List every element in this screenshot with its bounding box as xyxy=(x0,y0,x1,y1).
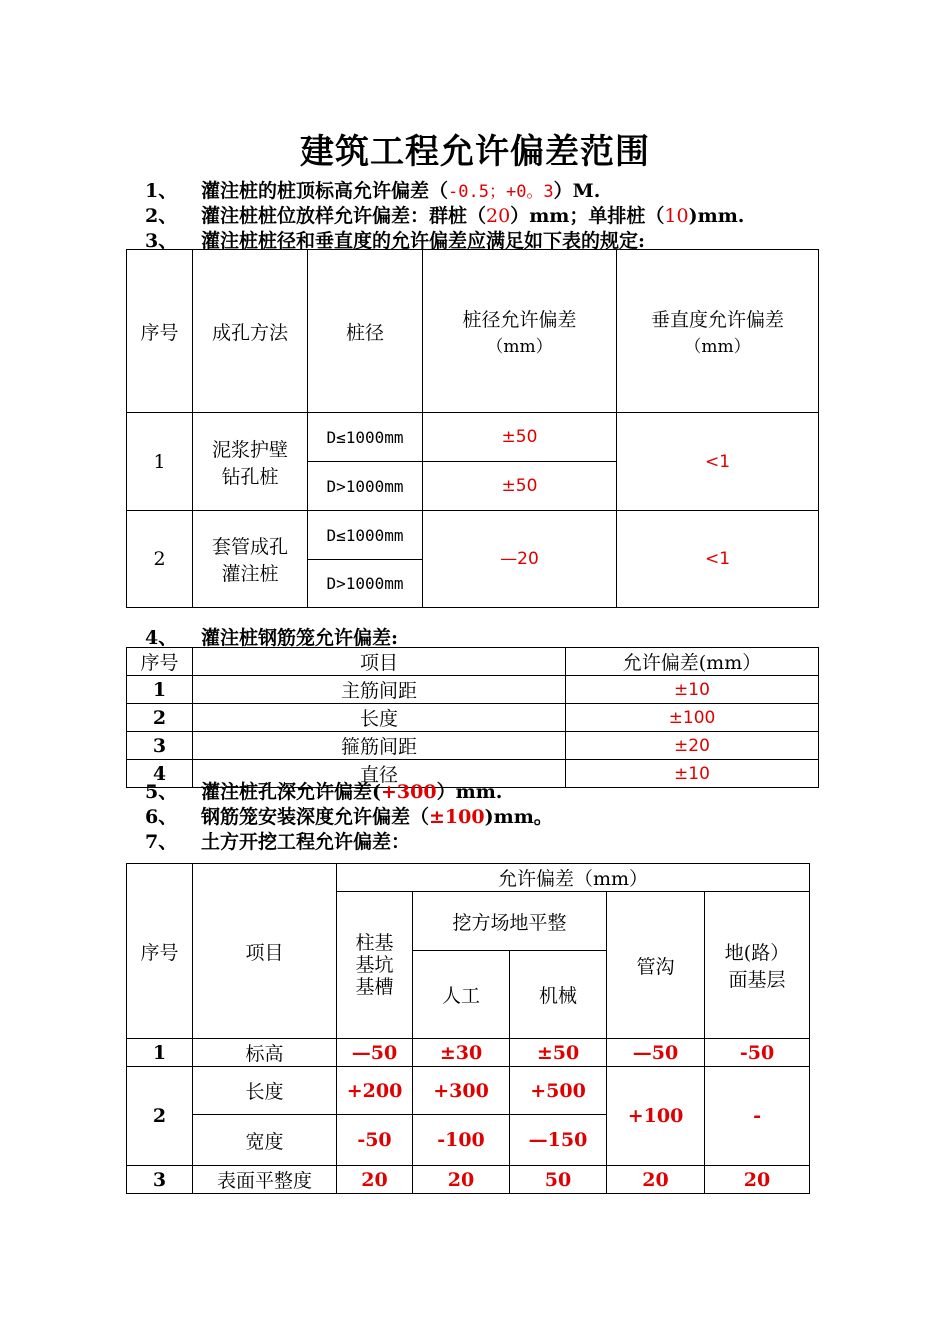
row-number: 1 xyxy=(127,676,193,704)
item-text: 钢筋笼安装深度允许偏差（ xyxy=(201,806,430,828)
header-unit: （mm） xyxy=(486,337,553,357)
header-line: 基槽 xyxy=(355,976,394,998)
row-number: 1 xyxy=(127,413,193,511)
value-cell: 20 xyxy=(705,1166,810,1194)
row-number: 2 xyxy=(127,704,193,732)
item-value: ±100 xyxy=(429,806,485,828)
value-cell: +200 xyxy=(337,1067,413,1115)
row-number: 2 xyxy=(127,1067,193,1166)
header-cell: 管沟 xyxy=(607,892,705,1039)
header-cell xyxy=(705,892,810,1039)
table-row xyxy=(127,732,819,760)
pile-diameter-table xyxy=(126,249,819,608)
header-cell: 机械 xyxy=(510,951,607,1039)
header-cell xyxy=(337,892,413,1039)
header-line: 地(路） xyxy=(724,942,790,964)
header-label: 桩径允许偏差 xyxy=(462,309,577,331)
method-line: 钻孔桩 xyxy=(221,465,279,488)
table-header-row xyxy=(127,250,819,413)
table-row xyxy=(127,704,819,732)
verticality-cell: <1 xyxy=(617,511,819,608)
header-cell: 允许偏差（mm） xyxy=(337,864,810,892)
value-cell: 20 xyxy=(607,1166,705,1194)
item-value: 20 xyxy=(486,205,511,227)
item-value: +300 xyxy=(381,781,437,803)
rebar-cage-table xyxy=(126,647,819,788)
diameter-cell: D≤1000mm xyxy=(308,511,423,560)
tolerance-cell: ±20 xyxy=(566,732,819,760)
tolerance-cell: ±50 xyxy=(423,413,617,462)
diameter-cell: D>1000mm xyxy=(308,560,423,608)
tolerance-cell: ±100 xyxy=(566,704,819,732)
item-number: 6、 xyxy=(145,806,178,828)
header-unit: （mm） xyxy=(684,337,751,357)
item-text: 灌注桩桩位放样允许偏差：群桩（ xyxy=(201,205,487,227)
table-header-row xyxy=(127,864,810,892)
method-line: 灌注桩 xyxy=(221,563,279,585)
value-cell: - xyxy=(705,1067,810,1166)
value-cell: —150 xyxy=(510,1115,607,1166)
item-number: 7、 xyxy=(145,831,178,853)
tolerance-cell: ±10 xyxy=(566,676,819,704)
header-cell: 序号 xyxy=(127,648,193,676)
item-text: ）mm. xyxy=(436,781,503,803)
value-cell: +500 xyxy=(510,1067,607,1115)
method-cell xyxy=(193,413,308,511)
header-label: 垂直度允许偏差 xyxy=(650,309,784,331)
tolerance-cell: —20 xyxy=(423,511,617,608)
row-number: 3 xyxy=(127,1166,193,1194)
header-cell xyxy=(617,250,819,413)
tolerance-cell: ±50 xyxy=(423,462,617,511)
verticality-cell: <1 xyxy=(617,413,819,511)
value-cell: +100 xyxy=(607,1067,705,1166)
value-cell: 50 xyxy=(510,1166,607,1194)
header-cell: 项目 xyxy=(193,864,337,1039)
item-text: )mm. xyxy=(688,205,745,227)
header-line: 基坑 xyxy=(355,954,394,976)
item-value: -0.5；+0。3 xyxy=(448,182,554,202)
item-cell: 箍筋间距 xyxy=(193,732,566,760)
item-cell: 主筋间距 xyxy=(193,676,566,704)
table-row xyxy=(127,676,819,704)
header-cell: 序号 xyxy=(127,250,193,413)
header-line: 柱基 xyxy=(355,932,394,954)
value-cell: -100 xyxy=(413,1115,510,1166)
value-cell: -50 xyxy=(705,1039,810,1067)
item-cell: 直径 xyxy=(193,760,566,788)
item-1 xyxy=(145,176,600,203)
value-cell: ±30 xyxy=(413,1039,510,1067)
row-number: 1 xyxy=(127,1039,193,1067)
method-line: 套管成孔 xyxy=(211,536,288,558)
value-cell: +300 xyxy=(413,1067,510,1115)
item-cell: 长度 xyxy=(193,704,566,732)
item-text: ）M. xyxy=(553,180,601,202)
header-cell: 项目 xyxy=(193,648,566,676)
item-number: 2、 xyxy=(145,205,178,227)
page-title: 建筑工程允许偏差范围 xyxy=(300,132,650,172)
tolerance-cell: ±10 xyxy=(566,760,819,788)
value-cell: —50 xyxy=(337,1039,413,1067)
item-2 xyxy=(145,201,744,228)
item-number: 1、 xyxy=(145,180,178,202)
item-4 xyxy=(145,623,398,650)
item-number: 5、 xyxy=(145,781,178,803)
header-cell: 成孔方法 xyxy=(193,250,308,413)
table-header-row xyxy=(127,648,819,676)
item-number: 4、 xyxy=(145,627,178,649)
item-text: 灌注桩钢筋笼允许偏差: xyxy=(201,627,399,649)
item-cell: 表面平整度 xyxy=(193,1166,337,1194)
item-text: 土方开挖工程允许偏差： xyxy=(201,831,411,853)
item-text: )mm。 xyxy=(484,806,553,828)
table-row xyxy=(127,1067,810,1115)
item-cell: 长度 xyxy=(193,1067,337,1115)
item-number: 3、 xyxy=(145,230,178,252)
method-cell xyxy=(193,511,308,608)
item-7 xyxy=(145,827,410,854)
value-cell: —50 xyxy=(607,1039,705,1067)
value-cell: 20 xyxy=(413,1166,510,1194)
value-cell: 20 xyxy=(337,1166,413,1194)
item-text: 灌注桩孔深允许偏差( xyxy=(201,781,381,803)
table-row xyxy=(127,1039,810,1067)
header-line: 面基层 xyxy=(728,969,786,991)
header-cell: 桩径 xyxy=(308,250,423,413)
diameter-cell: D≤1000mm xyxy=(308,413,423,462)
row-number: 3 xyxy=(127,732,193,760)
item-cell: 宽度 xyxy=(193,1115,337,1166)
item-cell: 标高 xyxy=(193,1039,337,1067)
value-cell: -50 xyxy=(337,1115,413,1166)
row-number: 4 xyxy=(127,760,193,788)
table-row xyxy=(127,511,819,560)
item-5 xyxy=(145,777,502,804)
header-cell: 挖方场地平整 xyxy=(413,892,607,951)
diameter-cell: D>1000mm xyxy=(308,462,423,511)
table-row xyxy=(127,413,819,462)
item-value: 10 xyxy=(664,205,689,227)
item-text: 灌注桩的桩顶标高允许偏差（ xyxy=(201,180,449,202)
item-text: 灌注桩桩径和垂直度的允许偏差应满足如下表的规定: xyxy=(201,230,646,252)
table-row xyxy=(127,1166,810,1194)
value-cell: ±50 xyxy=(510,1039,607,1067)
item-text: ）mm；单排桩（ xyxy=(510,205,665,227)
row-number: 2 xyxy=(127,511,193,608)
header-cell: 序号 xyxy=(127,864,193,1039)
header-cell: 人工 xyxy=(413,951,510,1039)
item-6 xyxy=(145,802,553,829)
method-line: 泥浆护壁 xyxy=(211,438,288,461)
earthwork-table xyxy=(126,863,810,1194)
header-cell: 允许偏差(mm） xyxy=(566,648,819,676)
header-cell xyxy=(423,250,617,413)
